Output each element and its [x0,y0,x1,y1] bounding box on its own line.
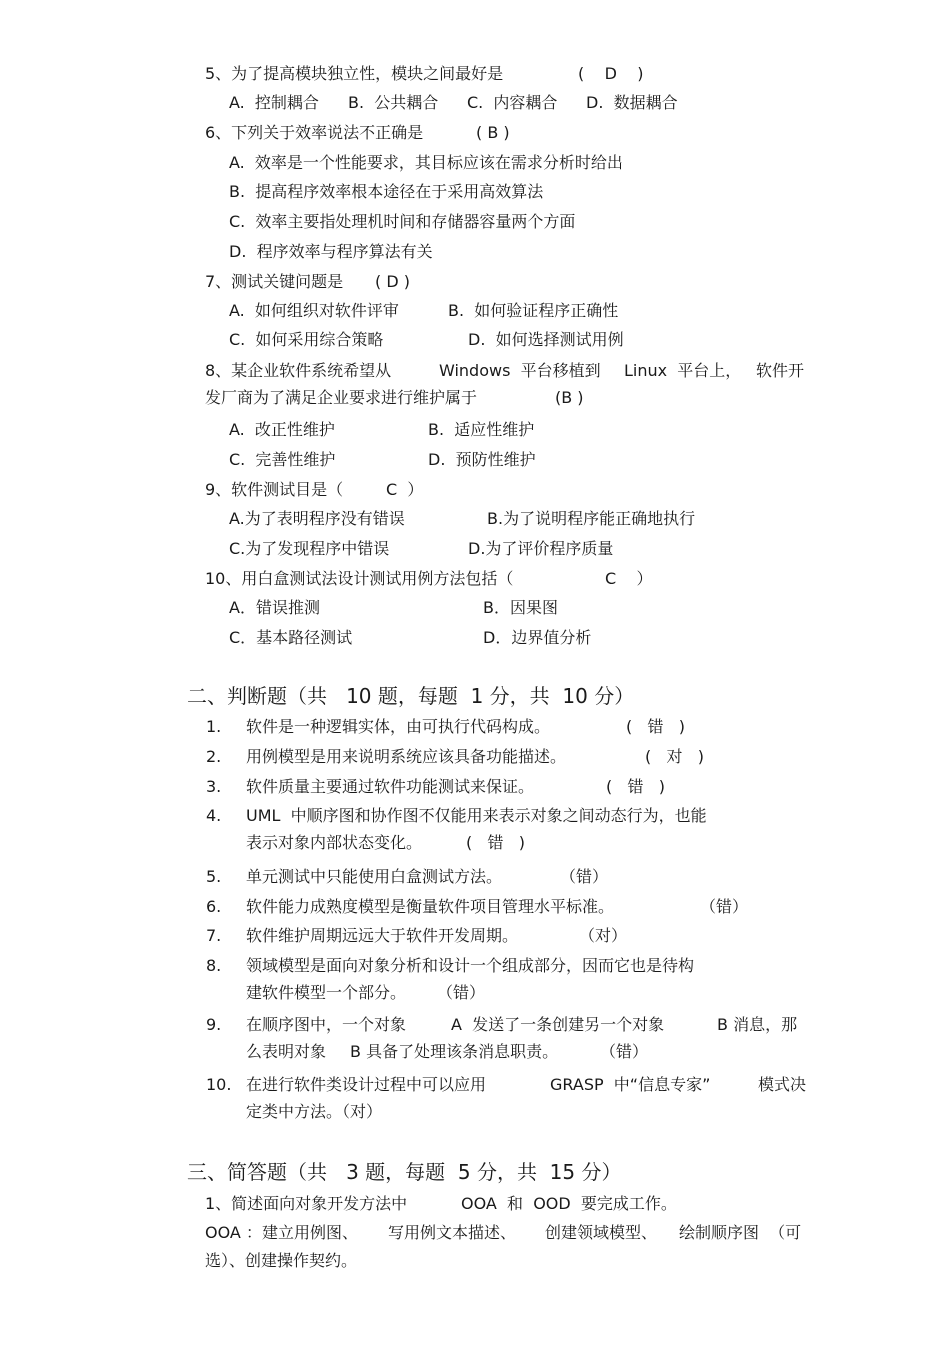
tf-item-text-part3: 模式决 [758,1075,807,1094]
q7-option-c: C. 如何采用综合策略 [229,330,384,349]
tf-item-answer: （错） [600,1042,649,1061]
q6-option-b: B. 提高程序效率根本途径在于采用高效算法 [229,182,544,201]
sa-answer-ooa-line2: 选）、创建操作契约。 [205,1251,358,1270]
tf-item-text: 在进行软件类设计过程中可以应用 [246,1075,487,1094]
q8-answer: (B ) [555,388,584,407]
tf-item-number: 6. [206,897,222,916]
q5-option-b: B. 公共耦合 [348,93,439,112]
q10-option-b: B．因果图 [483,598,558,617]
tf-item-text: 软件质量主要通过软件功能测试来保证。 [246,777,535,796]
tf-item-text: 单元测试中只能使用白盒测试方法。 [246,867,503,886]
q10-stem: 10、用白盒测试法设计测试用例方法包括（ [205,569,514,588]
q7-option-b: B. 如何验证程序正确性 [448,301,619,320]
tf-item-text-line2: 定类中方法。（对） [246,1102,383,1121]
tf-item-number: 2. [206,747,222,766]
tf-section-title: 二、判断题（共 10 题，每题 1 分，共 10 分） [187,684,635,708]
sa-answer-ooa-part4: 绘制顺序图 （可 [679,1223,802,1242]
q7-stem: 7、测试关键问题是 [205,272,344,291]
q10-option-d: D．边界值分析 [483,628,592,647]
sa-answer-ooa-part3: 创建领域模型、 [545,1223,658,1242]
tf-item-number: 9. [206,1015,222,1034]
q7-answer: ( D ) [375,272,410,291]
sa-answer-ooa-part2: 写用例文本描述、 [388,1223,517,1242]
q10-option-a: A．错误推测 [229,598,320,617]
tf-item-text-line2: 表示对象内部状态变化。 [246,833,423,852]
q8-stem-line1-part3: Linux 平台上， [624,361,742,380]
tf-item-answer: （错） [437,983,486,1002]
q5-option-a: A. 控制耦合 [229,93,319,112]
tf-item-answer: ( 错 ) [626,717,686,736]
tf-item-number: 10. [206,1075,232,1094]
q9-answer: C ） [386,480,424,499]
tf-item-text-part2: GRASP 中“信息专家” [550,1075,711,1094]
sa-section-title: 三、简答题（共 3 题，每题 5 分，共 15 分） [187,1160,622,1184]
tf-item-text-part3: B 消息，那 [717,1015,798,1034]
q8-option-d: D. 预防性维护 [428,450,536,469]
q10-answer: C ） [605,569,653,588]
q9-option-a: A.为了表明程序没有错误 [229,509,405,528]
q10-option-c: C．基本路径测试 [229,628,353,647]
q8-stem-line1-part2: Windows 平台移植到 [439,361,601,380]
tf-item-text-line2: 么表明对象 [246,1042,327,1061]
q9-option-b: B.为了说明程序能正确地执行 [487,509,696,528]
q5-option-d: D. 数据耦合 [586,93,678,112]
tf-item-answer: ( 错 ) [466,833,526,852]
q8-option-c: C. 完善性维护 [229,450,336,469]
q7-option-d: D. 如何选择测试用例 [468,330,624,349]
tf-item-number: 7. [206,926,222,945]
tf-item-number: 4. [206,806,222,825]
q6-option-c: C. 效率主要指处理机时间和存储器容量两个方面 [229,212,576,231]
q9-option-d: D.为了评价程序质量 [468,539,614,558]
tf-item-text: 软件维护周期远远大于软件开发周期。 [246,926,519,945]
q8-option-b: B. 适应性维护 [428,420,535,439]
tf-item-text: 软件能力成熟度模型是衡量软件项目管理水平标准。 [246,897,615,916]
q8-stem-line1-part1: 8、某企业软件系统希望从 [205,361,392,380]
tf-item-answer: ( 对 ) [645,747,705,766]
q9-stem: 9、软件测试目是（ [205,480,344,499]
q5-stem: 5、为了提高模块独立性，模块之间最好是 [205,64,504,83]
q6-option-d: D. 程序效率与程序算法有关 [229,242,433,261]
q8-option-a: A. 改正性维护 [229,420,335,439]
tf-item-answer: ( 错 ) [606,777,666,796]
tf-item-answer: （错） [700,897,749,916]
q6-stem: 6、下列关于效率说法不正确是 [205,123,424,142]
tf-item-number: 3. [206,777,222,796]
sa-answer-ooa-part1: OOA ：建立用例图、 [205,1223,358,1242]
sa-question-1-part2: OOA 和 OOD 要完成工作。 [461,1194,677,1213]
tf-item-text: 在顺序图中，一个对象 [246,1015,407,1034]
q8-stem-line1-part4: 软件开 [756,361,805,380]
tf-item-answer: （对） [579,926,628,945]
q6-answer: ( B ) [476,123,510,142]
tf-item-text-line2-part2: B 具备了处理该条消息职责。 [350,1042,559,1061]
tf-item-text-line2: 建软件模型一个部分。 [246,983,407,1002]
tf-item-text: 领域模型是面向对象分析和设计一个组成部分，因而它也是待构 [246,956,695,975]
tf-item-text-part2: A 发送了一条创建另一个对象 [451,1015,665,1034]
sa-question-1: 1、简述面向对象开发方法中 [205,1194,408,1213]
tf-item-text: 用例模型是用来说明系统应该具备功能描述。 [246,747,567,766]
tf-item-text: 软件是一种逻辑实体，由可执行代码构成。 [246,717,551,736]
q7-option-a: A. 如何组织对软件评审 [229,301,399,320]
q8-stem-line2: 发厂商为了满足企业要求进行维护属于 [205,388,478,407]
tf-item-text: UML 中顺序图和协作图不仅能用来表示对象之间动态行为，也能 [246,806,707,825]
q9-option-c: C.为了发现程序中错误 [229,539,390,558]
q5-option-c: C. 内容耦合 [467,93,558,112]
tf-item-number: 1. [206,717,222,736]
q6-option-a: A. 效率是一个性能要求，其目标应该在需求分析时给出 [229,153,623,172]
tf-item-answer: （错） [560,867,609,886]
q5-answer: ( D ) [578,64,644,83]
tf-item-number: 5. [206,867,222,886]
tf-item-number: 8. [206,956,222,975]
